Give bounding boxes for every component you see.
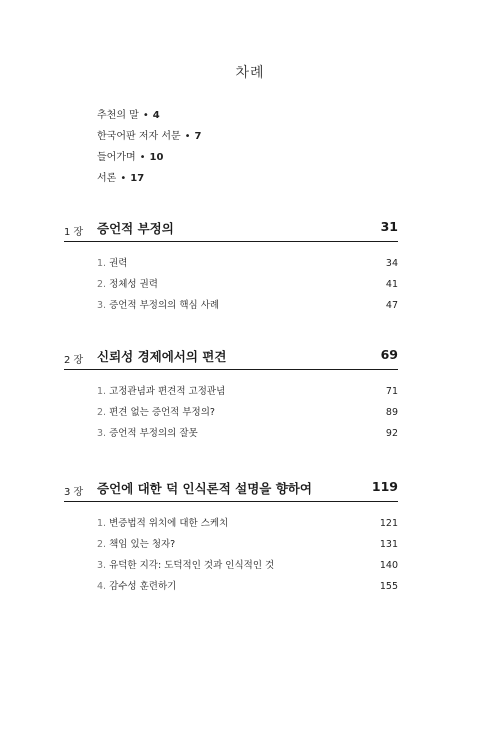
chapter-number: 2 장	[64, 355, 84, 366]
section-page: 47	[385, 300, 398, 311]
section-number: 3.	[97, 428, 107, 439]
front-matter-item[interactable]	[97, 130, 202, 151]
section-page: 121	[379, 518, 398, 529]
section-label: 책임 있는 청자?	[109, 539, 176, 550]
chapter-page: 69	[380, 347, 398, 362]
chapter-title: 증언적 부정의	[97, 221, 174, 236]
section-page: 41	[385, 279, 398, 290]
section-number: 4.	[97, 581, 107, 592]
section-item[interactable]	[97, 427, 398, 448]
chapter-2	[64, 347, 398, 439]
section-item[interactable]	[97, 406, 398, 427]
chapter-3	[64, 479, 398, 592]
section-label: 정체성 권력	[109, 279, 158, 290]
section-number: 3.	[97, 560, 107, 571]
chapter-heading[interactable]	[64, 479, 398, 501]
front-matter-label: 추천의 말	[97, 110, 139, 121]
section-item[interactable]	[97, 517, 398, 538]
section-label: 증언적 부정의의 핵심 사례	[109, 300, 220, 311]
section-page: 71	[385, 386, 398, 397]
section-label: 감수성 훈련하기	[109, 581, 177, 592]
section-label: 변증법적 위치에 대한 스케치	[109, 518, 229, 529]
bullet-separator: •	[120, 173, 127, 184]
section-item[interactable]	[97, 580, 398, 601]
section-label: 편견 없는 증언적 부정의?	[109, 407, 215, 418]
section-number: 1.	[97, 258, 107, 269]
front-matter-list	[97, 109, 202, 193]
section-item[interactable]	[97, 385, 398, 406]
bullet-separator: •	[142, 110, 149, 121]
section-item[interactable]	[97, 299, 398, 320]
front-matter-page: 7	[194, 131, 202, 142]
chapter-divider	[64, 501, 398, 502]
section-label: 권력	[109, 258, 128, 269]
section-page: 92	[385, 428, 398, 439]
section-list	[97, 385, 398, 448]
chapter-title: 증언에 대한 덕 인식론적 설명을 향하여	[97, 481, 312, 496]
front-matter-page: 10	[149, 152, 164, 163]
section-page: 155	[379, 581, 398, 592]
front-matter-item[interactable]	[97, 109, 202, 130]
section-label: 증언적 부정의의 잘못	[109, 428, 198, 439]
toc-title: 차례	[235, 65, 265, 81]
section-number: 1.	[97, 386, 107, 397]
section-page: 89	[385, 407, 398, 418]
chapter-title: 신뢰성 경제에서의 편견	[97, 349, 227, 364]
chapter-1	[64, 219, 398, 311]
front-matter-page: 4	[152, 110, 160, 121]
front-matter-item[interactable]	[97, 172, 202, 193]
chapter-page: 119	[371, 479, 398, 494]
chapter-number: 3 장	[64, 487, 84, 498]
front-matter-label: 한국어판 저자 서문	[97, 131, 181, 142]
front-matter-label: 들어가며	[97, 152, 136, 163]
section-page: 140	[379, 560, 398, 571]
section-item[interactable]	[97, 538, 398, 559]
front-matter-label: 서론	[97, 173, 117, 184]
chapter-heading[interactable]	[64, 347, 398, 369]
section-number: 2.	[97, 539, 107, 550]
bullet-separator: •	[139, 152, 146, 163]
chapter-heading[interactable]	[64, 219, 398, 241]
chapter-divider	[64, 241, 398, 242]
section-page: 131	[379, 539, 398, 550]
section-item[interactable]	[97, 559, 398, 580]
section-number: 3.	[97, 300, 107, 311]
front-matter-item[interactable]	[97, 151, 202, 172]
section-number: 2.	[97, 279, 107, 290]
section-list	[97, 517, 398, 601]
section-number: 2.	[97, 407, 107, 418]
chapter-divider	[64, 369, 398, 370]
section-item[interactable]	[97, 278, 398, 299]
section-label: 고정관념과 편견적 고정관념	[109, 386, 226, 397]
section-page: 34	[385, 258, 398, 269]
section-number: 1.	[97, 518, 107, 529]
section-label: 유덕한 지각: 도덕적인 것과 인식적인 것	[109, 560, 275, 571]
chapter-number: 1 장	[64, 227, 84, 238]
bullet-separator: •	[184, 131, 191, 142]
section-item[interactable]	[97, 257, 398, 278]
section-list	[97, 257, 398, 320]
chapter-page: 31	[380, 219, 398, 234]
front-matter-page: 17	[130, 173, 145, 184]
